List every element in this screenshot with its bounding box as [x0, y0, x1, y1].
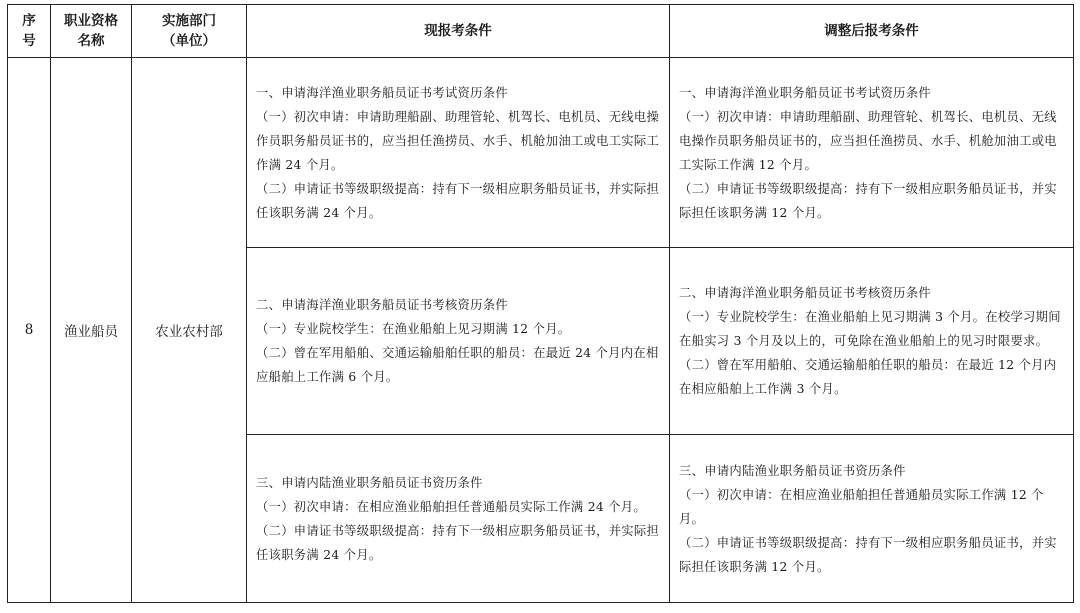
condition-title: 二、申请海洋渔业职务船员证书考核资历条件: [256, 298, 508, 312]
table-row: [8, 58, 1074, 248]
condition-title: 一、申请海洋渔业职务船员证书考试资历条件: [256, 85, 508, 100]
header-seq-line2: 号: [22, 33, 36, 49]
condition-item: （一）初次申请：在相应渔业船舶担任普通船员实际工作满 12 个月。: [679, 487, 1044, 526]
condition-item: （二）申请证书等级职级提高：持有下一级相应职务船员证书，并实际担任该职务满 24 个月。: [256, 523, 660, 562]
department-cell: 农业农村部: [132, 58, 247, 603]
adjusted-conditions-cell: [670, 435, 1074, 603]
condition-item: （一）初次申请：申请助理船副、助理管轮、机驾长、电机员、无线电操作员职务船员证书的，应当担任渔捞员、水手、机舱加油工或电工实际工作满 12 个月。: [679, 109, 1057, 172]
condition-item: （二）申请证书等级职级提高：持有下一级相应职务船员证书，并实际担任该职务满 12 个月。: [679, 181, 1057, 220]
seq-cell: 8: [8, 58, 51, 603]
table-header-row: [8, 5, 1074, 58]
condition-item: （一）专业院校学生：在渔业船舶上见习期满 3 个月。在校学习期间在船实习 3 个月及以上的，可免除在渔业船舶上的见习时限要求。: [679, 310, 1061, 348]
header-department: [132, 5, 247, 58]
header-qualification-line1: 职业资格: [64, 13, 118, 29]
header-seq: [8, 5, 51, 58]
current-conditions-cell: [247, 435, 670, 603]
condition-item: （一）初次申请：申请助理船副、助理管轮、机驾长、电机员、无线电操作员职务船员证书的，应当担任渔捞员、水手、机舱加油工或电工实际工作满 24 个月。: [256, 109, 660, 172]
qualification-cell: 渔业船员: [51, 58, 132, 603]
header-department-line1: 实施部门: [162, 13, 216, 29]
condition-title: 二、申请海洋渔业职务船员证书考核资历条件: [679, 286, 931, 300]
condition-title: 三、申请内陆渔业职务船员证书资历条件: [256, 475, 483, 490]
qualification-table: [7, 4, 1074, 603]
current-conditions-cell: [247, 58, 670, 248]
condition-item: （二）申请证书等级职级提高：持有下一级相应职务船员证书，并实际担任该职务满 24 个月。: [256, 181, 660, 220]
condition-item: （一）专业院校学生：在渔业船舶上见习期满 12 个月。: [256, 322, 571, 336]
header-qualification: [51, 5, 132, 58]
condition-item: （二）申请证书等级职级提高：持有下一级相应职务船员证书，并实际担任该职务满 12 个月。: [679, 535, 1057, 574]
current-conditions-cell: [247, 248, 670, 435]
condition-title: 一、申请海洋渔业职务船员证书考试资历条件: [679, 85, 931, 100]
header-adjusted-conditions: 调整后报考条件: [670, 5, 1074, 58]
header-department-line2: （单位）: [162, 33, 216, 49]
condition-item: （一）初次申请：在相应渔业船舶担任普通船员实际工作满 24 个月。: [256, 499, 646, 514]
condition-item: （二）曾在军用船舶、交通运输船舶任职的船员：在最近 12 个月内在相应船舶上工作满 3 个月。: [679, 358, 1057, 396]
header-seq-line1: 序: [22, 13, 36, 29]
condition-item: （二）曾在军用船舶、交通运输船舶任职的船员：在最近 24 个月内在相应船舶上工作满 6 个月。: [256, 346, 659, 384]
adjusted-conditions-cell: [670, 58, 1074, 248]
condition-title: 三、申请内陆渔业职务船员证书资历条件: [679, 463, 906, 478]
header-qualification-line2: 名称: [77, 33, 105, 49]
header-current-conditions: 现报考条件: [247, 5, 670, 58]
adjusted-conditions-cell: [670, 248, 1074, 435]
